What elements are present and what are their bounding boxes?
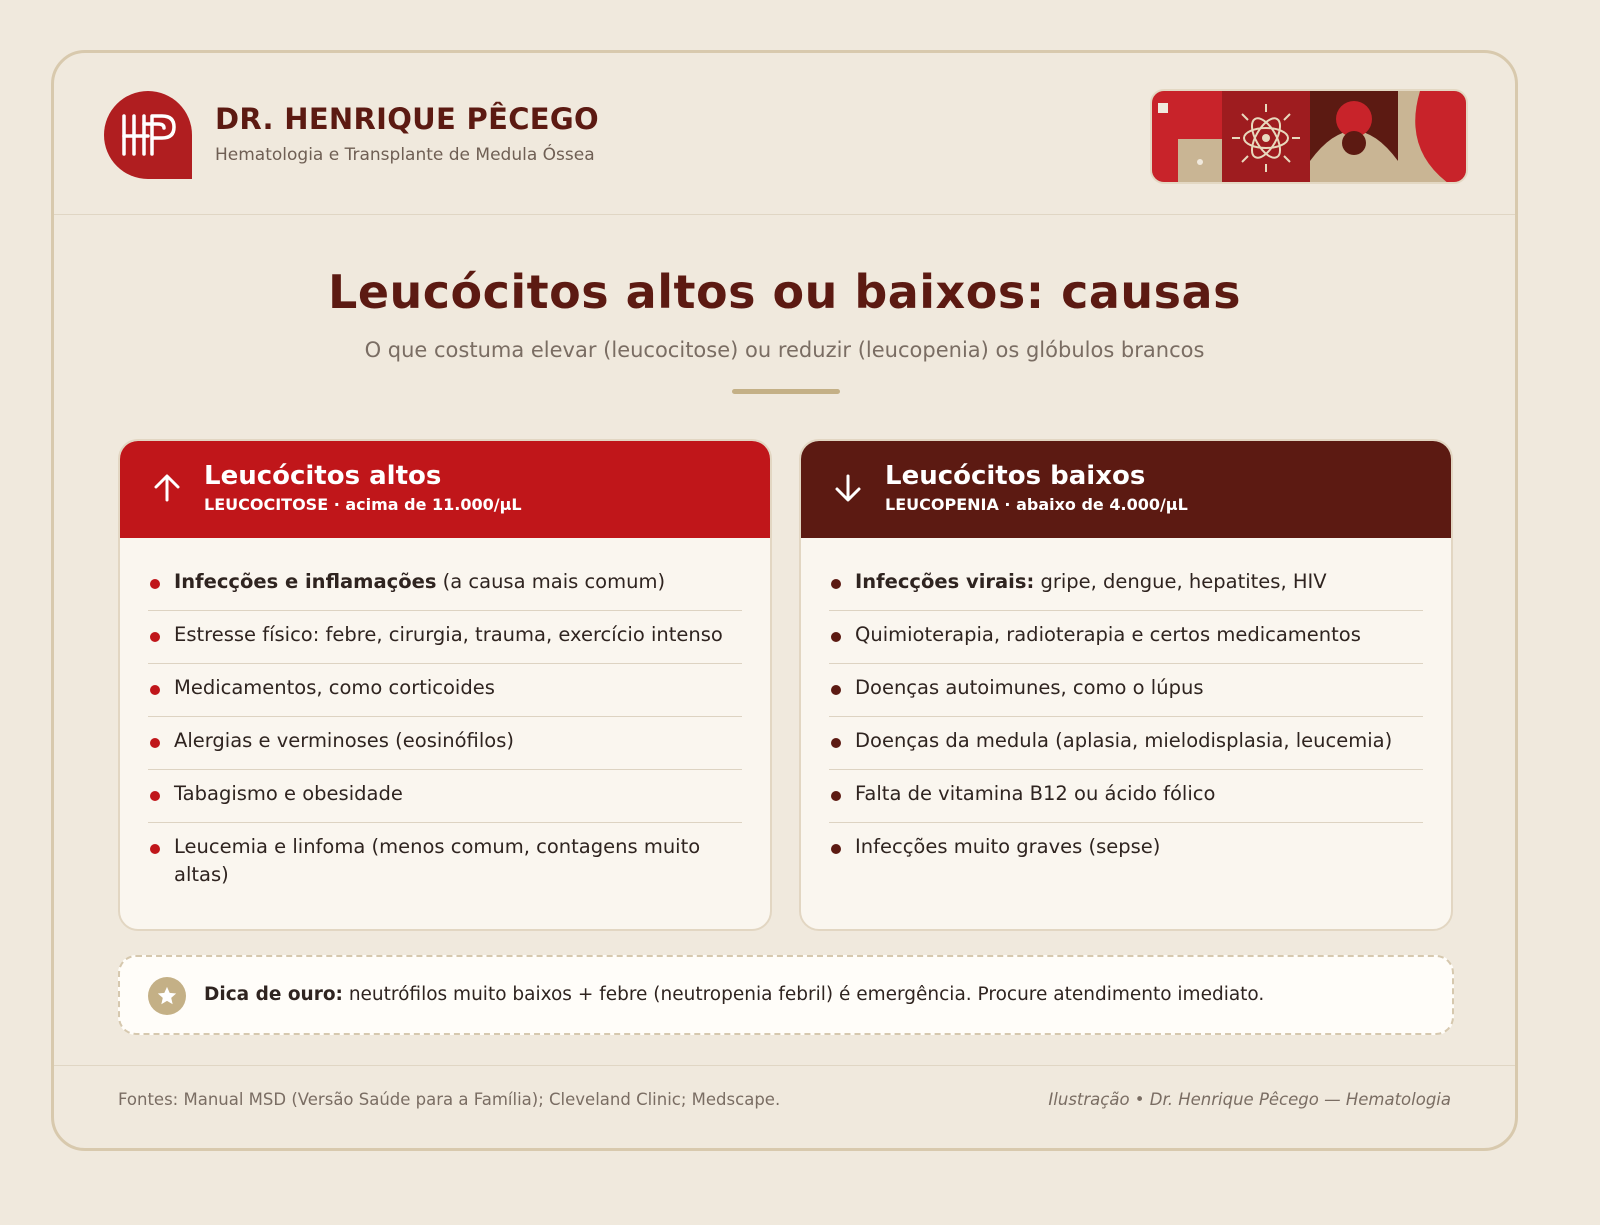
tip-label: Dica de ouro:	[204, 984, 343, 1005]
footer-divider	[54, 1065, 1515, 1066]
high-causes-list	[120, 538, 770, 901]
list-item: Leucemia e linfoma (menos comum, contagens muito altas)	[148, 823, 742, 901]
star-glyph-icon	[156, 985, 178, 1007]
decorative-banner	[1150, 89, 1468, 184]
bullet-icon	[831, 632, 841, 642]
bullet-icon	[150, 844, 160, 854]
panel-low-header	[801, 441, 1451, 538]
bullet-icon	[831, 738, 841, 748]
credit-text: Ilustração • Dr. Henrique Pêcego — Hematologia	[1048, 1090, 1451, 1109]
panel-high-subtitle: LEUCOCITOSE · acima de 11.000/µL	[204, 495, 522, 514]
list-item: Falta de vitamina B12 ou ácido fólico	[829, 770, 1423, 823]
infographic-card	[51, 50, 1518, 1151]
bullet-icon	[831, 791, 841, 801]
tip-text	[204, 984, 1264, 1005]
arrow-up-icon	[150, 471, 184, 505]
arrow-down-icon	[831, 471, 865, 505]
star-icon	[148, 977, 186, 1015]
sources-text: Fontes: Manual MSD (Versão Saúde para a Família); Cleveland Clinic; Medscape.	[118, 1090, 781, 1109]
list-item: Quimioterapia, radioterapia e certos medicamentos	[829, 611, 1423, 664]
logo	[104, 91, 192, 179]
bullet-icon	[150, 791, 160, 801]
panel-high-title: Leucócitos altos	[204, 461, 442, 491]
panel-low-title: Leucócitos baixos	[885, 461, 1146, 491]
geometric-pattern-icon	[1152, 91, 1468, 184]
list-item: Infecções e inflamações (a causa mais comum)	[148, 558, 742, 611]
bullet-icon	[150, 579, 160, 589]
panel-low-subtitle: LEUCOPENIA · abaixo de 4.000/µL	[885, 495, 1188, 514]
bullet-icon	[150, 632, 160, 642]
list-item: Medicamentos, como corticoides	[148, 664, 742, 717]
bullet-icon	[831, 579, 841, 589]
brand-subtitle: Hematologia e Transplante de Medula Óssea	[215, 145, 595, 165]
low-causes-list	[801, 538, 1451, 876]
list-item: Infecções muito graves (sepse)	[829, 823, 1423, 876]
list-item: Estresse físico: febre, cirurgia, trauma, exercício intenso	[148, 611, 742, 664]
divider	[732, 389, 840, 394]
panel-low	[799, 439, 1453, 931]
bullet-icon	[150, 685, 160, 695]
list-item: Tabagismo e obesidade	[148, 770, 742, 823]
bullet-icon	[150, 738, 160, 748]
page-subtitle: O que costuma elevar (leucocitose) ou reduzir (leucopenia) os glóbulos brancos	[364, 338, 1205, 362]
panel-high	[118, 439, 772, 931]
header	[54, 53, 1515, 215]
tip-body: neutrófilos muito baixos + febre (neutropenia febril) é emergência. Procure atendimento imediato.	[342, 984, 1265, 1005]
bullet-icon	[831, 844, 841, 854]
hp-monogram-icon	[118, 110, 178, 160]
list-item: Infecções virais: gripe, dengue, hepatites, HIV	[829, 558, 1423, 611]
tip-box	[118, 955, 1454, 1035]
bullet-icon	[831, 685, 841, 695]
panel-high-header	[120, 441, 770, 538]
brand-name: DR. HENRIQUE PÊCEGO	[215, 102, 599, 136]
list-item: Doenças da medula (aplasia, mielodisplasia, leucemia)	[829, 717, 1423, 770]
page-title: Leucócitos altos ou baixos: causas	[328, 265, 1241, 319]
list-item: Doenças autoimunes, como o lúpus	[829, 664, 1423, 717]
list-item: Alergias e verminoses (eosinófilos)	[148, 717, 742, 770]
